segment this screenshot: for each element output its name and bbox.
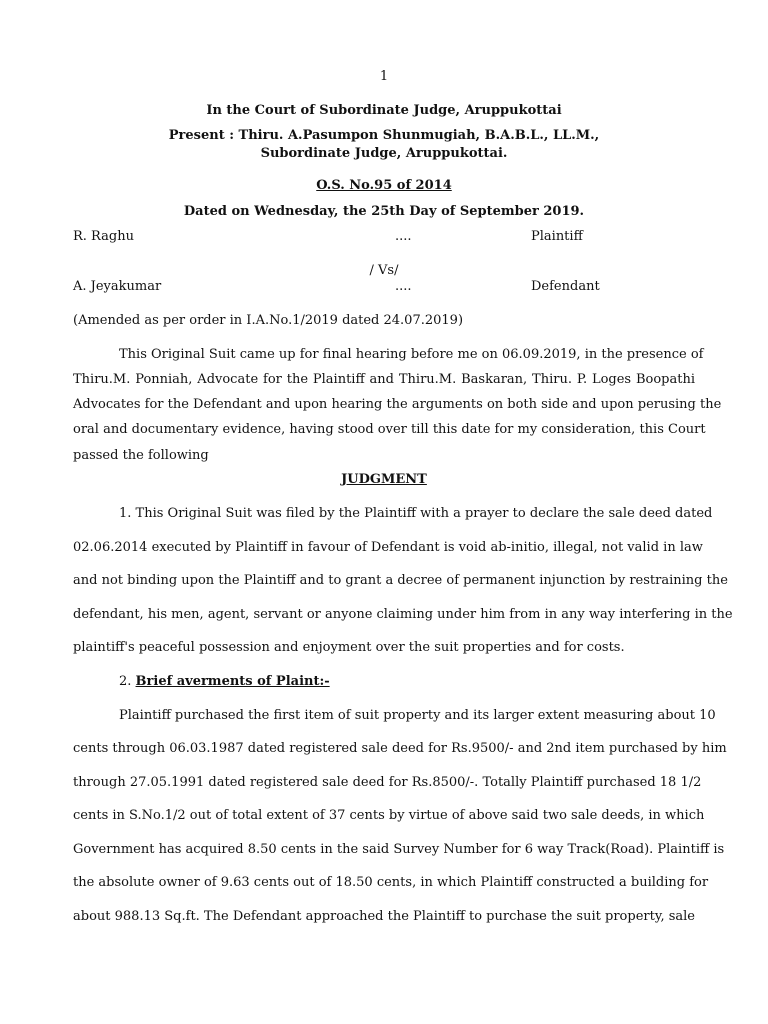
section2-number: 2. <box>119 674 136 689</box>
para2-line: about 988.13 Sq.ft. The Defendant approached the Plaintiff to purchase the suit property, sale <box>73 909 695 924</box>
presiding-officer: Present : Thiru. A.Pasumpon Shunmugiah, B.A.B.L., LL.M., <box>168 128 600 143</box>
para2-line: Government has acquired 8.50 cents in the said Survey Number for 6 way Track(Road). Plaintiff is <box>73 842 725 857</box>
case-number-text: O.S. No.95 of 2014 <box>316 178 452 193</box>
plaintiff-name: R. Raghu <box>73 229 134 244</box>
para1-line: 02.06.2014 executed by Plaintiff in favour of Defendant is void ab-initio, illegal, not valid in law <box>73 540 703 555</box>
preamble-line: Advocates for the Defendant and upon hearing the arguments on both side and upon perusing the <box>73 397 722 412</box>
para2-line: through 27.05.1991 dated registered sale deed for Rs.8500/-. Totally Plaintiff purchased 18 1/2 <box>73 775 702 790</box>
amendment-note: (Amended as per order in I.A.No.1/2019 dated 24.07.2019) <box>73 313 464 328</box>
plaintiff-dots: .... <box>395 229 412 244</box>
judgment-heading <box>73 471 695 489</box>
para1-line: and not binding upon the Plaintiff and to grant a decree of permanent injunction by restraining the <box>73 573 728 588</box>
case-number <box>73 177 695 195</box>
para1-line: plaintiff's peaceful possession and enjoyment over the suit properties and for costs. <box>73 640 625 655</box>
court-title: In the Court of Subordinate Judge, Aruppukottai <box>206 103 562 118</box>
preamble-line: oral and documentary evidence, having stood over till this date for my consideration, this Court <box>73 422 706 437</box>
section2-heading <box>73 673 695 691</box>
defendant-dots: .... <box>395 279 412 294</box>
plaintiff-role: Plaintiff <box>531 229 583 244</box>
document-page <box>73 0 733 1024</box>
judgment-heading-text: JUDGMENT <box>341 472 427 487</box>
para1-line: 1. This Original Suit was filed by the Plaintiff with a prayer to declare the sale deed dated <box>119 506 713 521</box>
para2-line: cents in S.No.1/2 out of total extent of 37 cents by virtue of above said two sale deeds, in which <box>73 808 705 823</box>
defendant-name: A. Jeyakumar <box>73 279 162 294</box>
para1-line: defendant, his men, agent, servant or anyone claiming under him from in any way interfering in the <box>73 607 733 622</box>
judgment-date: Dated on Wednesday, the 25th Day of September 2019. <box>183 204 585 219</box>
para2-line: Plaintiff purchased the first item of suit property and its larger extent measuring about 10 <box>119 708 716 723</box>
versus-label: / Vs/ <box>369 263 399 278</box>
defendant-role: Defendant <box>531 279 600 294</box>
page-number: 1 <box>379 69 389 84</box>
para2-line: the absolute owner of 9.63 cents out of 18.50 cents, in which Plaintiff constructed a building for <box>73 875 709 890</box>
preamble-line: passed the following <box>73 448 209 463</box>
preamble-line: Thiru.M. Ponniah, Advocate for the Plaintiff and Thiru.M. Baskaran, Thiru. P. Loges Boopathi <box>73 372 695 387</box>
preamble-line: This Original Suit came up for final hearing before me on 06.09.2019, in the presence of <box>119 347 704 362</box>
section2-title: Brief averments of Plaint:- <box>135 674 330 689</box>
presiding-officer-designation: Subordinate Judge, Aruppukottai. <box>260 146 508 161</box>
para2-line: cents through 06.03.1987 dated registered sale deed for Rs.9500/- and 2nd item purchased by him <box>73 741 727 756</box>
